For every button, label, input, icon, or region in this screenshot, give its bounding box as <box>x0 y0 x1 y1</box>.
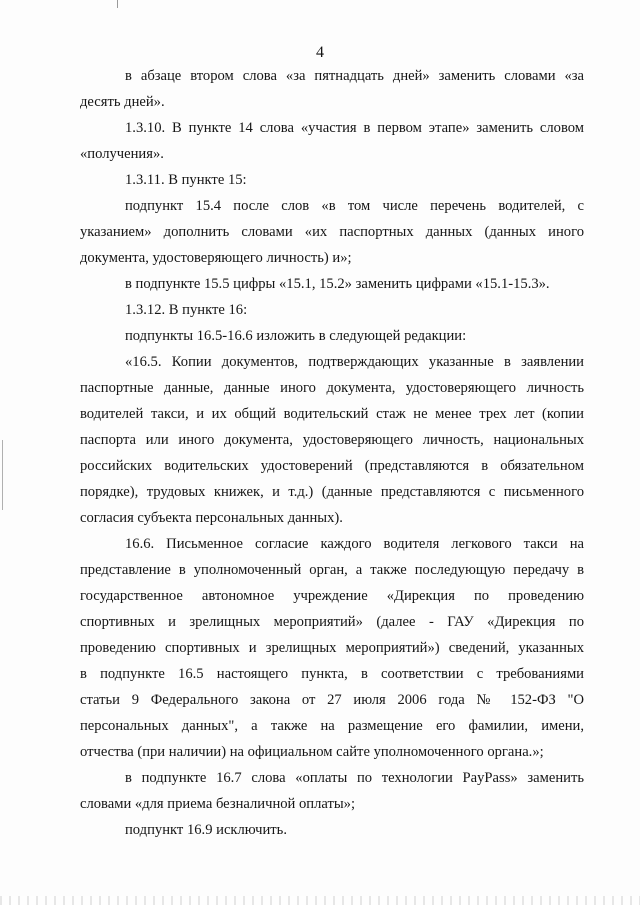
text-line: подпункт 15.4 после слов «в том числе перечень водителей, с <box>125 198 584 214</box>
text-line: десять дней». <box>80 94 165 110</box>
text-line: согласия субъекта персональных данных). <box>80 510 343 526</box>
text-line: водителей такси, и их общий водительский стаж не менее трех лет (копии <box>80 406 584 422</box>
text-line: 16.6. Письменное согласие каждого водителя легкового такси на <box>125 536 584 552</box>
text-line: «получения». <box>80 146 164 162</box>
text-line: в подпункте 15.5 цифры «15.1, 15.2» заменить цифрами «15.1-15.3». <box>125 276 550 292</box>
text-line: проведению спортивных и зрелищных мероприятий») сведений, указанных <box>80 640 584 656</box>
text-line: документа, удостоверяющего личность) и»; <box>80 250 352 266</box>
text-line: в подпункте 16.7 слова «оплаты по технологии PayPass» заменить <box>125 770 584 786</box>
text-line: спортивных и зрелищных мероприятий» (далее - ГАУ «Дирекция по <box>80 614 584 630</box>
text-line: 1.3.10. В пункте 14 слова «участия в первом этапе» заменить словом <box>125 120 584 136</box>
scan-edge-noise <box>0 896 640 905</box>
text-line: словами «для приема безналичной оплаты»; <box>80 796 356 812</box>
text-line: подпункты 16.5-16.6 изложить в следующей редакции: <box>125 328 467 344</box>
text-line: статьи 9 Федерального закона от 27 июля 2006 года № 152-ФЗ "О <box>80 692 584 708</box>
text-line: государственное автономное учреждение «Дирекция по проведению <box>80 588 584 604</box>
scan-mark-left <box>2 440 3 510</box>
text-line: представление в уполномоченный орган, а также последующую передачу в <box>80 562 584 578</box>
text-line: 1.3.12. В пункте 16: <box>125 302 248 318</box>
scan-mark-top <box>117 0 118 8</box>
text-line: паспорта или иного документа, удостоверяющего личность, национальных <box>80 432 584 448</box>
text-line: отчества (при наличии) на официальном сайте уполномоченного органа.»; <box>80 744 544 760</box>
page-number: 4 <box>316 44 324 61</box>
text-line: «16.5. Копии документов, подтверждающих указанные в заявлении <box>125 354 584 370</box>
text-line: подпункт 16.9 исключить. <box>125 822 287 838</box>
text-line: порядке), трудовых книжек, и т.д.) (данные представляются с письменного <box>80 484 584 500</box>
text-line: в подпункте 16.5 настоящего пункта, в соответствии с требованиями <box>80 666 584 682</box>
text-line: указанием» дополнить словами «их паспортных данных (данных иного <box>80 224 584 240</box>
text-line: персональных данных", а также на размещение его фамилии, имени, <box>80 718 584 734</box>
text-line: в абзаце втором слова «за пятнадцать дней» заменить словами «за <box>125 68 584 84</box>
text-line: 1.3.11. В пункте 15: <box>125 172 247 188</box>
text-line: российских водительских удостоверений (представляются в обязательном <box>80 458 584 474</box>
text-line: паспортные данные, данные иного документа, удостоверяющего личность <box>80 380 584 396</box>
